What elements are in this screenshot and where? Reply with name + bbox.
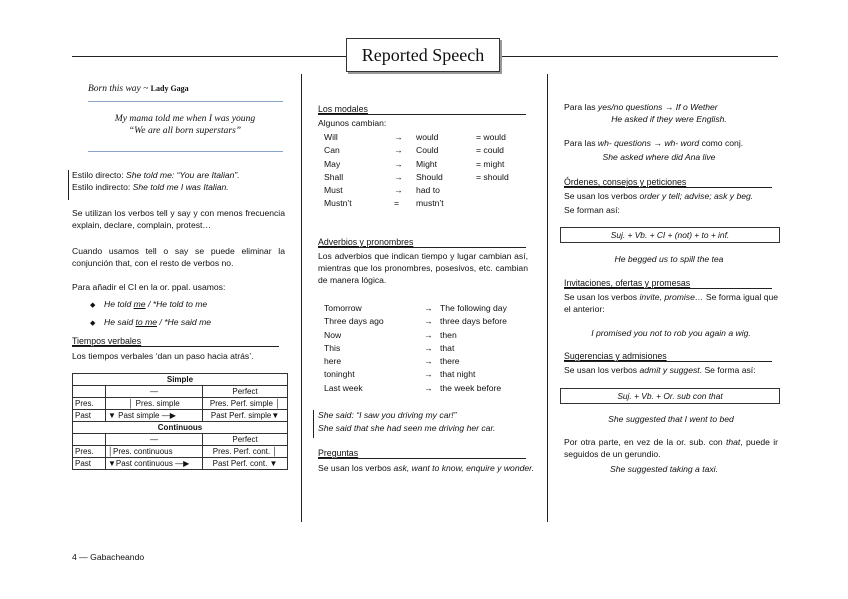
suggestions-example: She suggested that I went to bed — [608, 414, 734, 424]
table-cell: Past Perf. cont. ▼ — [203, 458, 288, 470]
song-lyrics — [72, 113, 298, 137]
table-cell: Tomorrow — [324, 303, 362, 313]
orders-heading: Órdenes, consejos y peticiones — [564, 177, 687, 187]
wh-example: She asked where did Ana live — [602, 152, 716, 162]
page-number: 4 — Gabacheando — [72, 552, 145, 562]
adverbs-heading-rule — [318, 247, 526, 248]
questions-text: Se usan los verbos ask, want to know, enquire y wonder. — [318, 463, 535, 473]
table-cell: Can — [324, 145, 340, 156]
questions-heading: Preguntas — [318, 448, 359, 458]
table-cell: — — [106, 434, 203, 446]
table-row-label: Past — [73, 410, 106, 422]
table-header-continuous: Continuous — [73, 422, 288, 434]
indirect-label: Estilo indirecto: — [72, 182, 133, 193]
song-rule-bottom — [88, 151, 283, 152]
table-row-label: Past — [73, 458, 106, 470]
questions-heading-rule — [318, 458, 526, 459]
table-cell: Shall — [324, 171, 344, 182]
modals-table: Will → would = would Can → Could = could May → Might = might Shall → Should = should Must → had to Mustn’t = mustn’t — [324, 131, 536, 211]
page-title: Reported Speech — [346, 38, 500, 72]
example-indirect: She said that she had seen me driving her car. — [318, 423, 496, 433]
table-cell: Pres. Perf. simple │ — [203, 398, 288, 410]
ci-intro: Para añadir el CI en la or. ppal. usamos: — [72, 282, 226, 292]
lyric-line-1: My mama told me when I was young — [114, 113, 256, 124]
direct-label: Estilo directo: — [72, 170, 126, 180]
invitations-heading: Invitaciones, ofertas y promesas — [564, 278, 691, 288]
suggestions-text: Se usan los verbos admit y suggest. Se forma así: — [564, 365, 756, 375]
gerund-example: She suggested taking a taxi. — [610, 464, 718, 474]
table-cell: ▼Past continuous —▶ — [106, 458, 203, 470]
table-cell: │ Pres. simple — [106, 398, 203, 410]
table-row-label: Pres. — [73, 398, 106, 410]
table-cell: Must — [324, 185, 343, 196]
invitations-heading-rule — [564, 288, 772, 289]
table-cell: Will — [324, 132, 338, 142]
lyric-line-2: “We are all born superstars” — [128, 125, 242, 136]
table-cell: toninght — [324, 369, 355, 380]
column-divider-2 — [547, 74, 548, 522]
adverbs-heading: Adverbios y pronombres — [318, 237, 414, 247]
table-cell: — — [106, 386, 203, 398]
indirect-example: She told me I was Italian. — [132, 182, 229, 193]
speech-examples — [318, 409, 543, 435]
table-cell: │Pres. continuous — [106, 446, 203, 458]
tenses-heading-rule — [72, 346, 279, 347]
table-cell: ▼ Past simple —▶ — [106, 410, 203, 422]
tenses-text: Los tiempos verbales ‘dan un paso hacia atrás’. — [72, 351, 254, 361]
tenses-table — [72, 373, 288, 470]
suggestions-heading-rule — [564, 361, 772, 362]
table-cell: here — [324, 356, 342, 367]
modals-intro: Algunos cambian: — [318, 118, 387, 128]
table-cell: Now — [324, 329, 342, 340]
column-divider-1 — [301, 74, 302, 522]
direct-quote-bar — [68, 170, 69, 200]
header-rule-right — [500, 56, 778, 57]
example-direct: She said: “I saw you driving my car!” — [318, 410, 457, 420]
gerund-paragraph: Por otra parte, en vez de la or. sub. con that, puede ir seguidos de un gerundio. — [564, 437, 778, 460]
direct-example: She told me: “You are Italian”. — [125, 170, 240, 180]
song-rule-top — [88, 101, 283, 102]
song-title-line: Born this way ~ Lady Gaga — [88, 84, 189, 94]
table-cell: Mustn’t — [324, 198, 352, 209]
header-rule-left — [72, 56, 346, 57]
orders-formula-box: Suj. + Vb. + CI + (not) + to + inf. — [560, 227, 780, 243]
modals-heading: Los modales — [318, 104, 368, 114]
wh-rule: Para las wh- questions → wh- word como conj. — [564, 138, 744, 148]
suggestions-formula-box: Suj. + Vb. + Or. sub con that — [560, 388, 780, 404]
list-item: ◆ He said to me / *He said me — [90, 317, 212, 327]
table-row-label: Pres. — [73, 446, 106, 458]
table-cell: Past Perf. simple▼ — [203, 410, 288, 422]
modals-heading-rule — [318, 114, 526, 115]
table-cell: This — [324, 342, 341, 353]
tenses-heading: Tiempos verbales — [72, 336, 142, 346]
yes-no-example: He asked if they were English. — [611, 114, 727, 124]
verbs-paragraph: Se utilizan los verbos tell y say y con menos frecuencia explain, declare, complain, protest… — [72, 208, 285, 231]
invitations-example: I promised you not to rob you again a wig. — [591, 328, 751, 338]
table-cell: Last week — [324, 382, 363, 393]
yes-no-rule: Para las yes/no questions → If o Wether — [564, 102, 718, 112]
table-cell: Three days ago — [324, 316, 384, 327]
adverbs-table: Tomorrow → The following day Three days ago → three days before Now → then This → that here → there toninght → that night Last week → the week before — [324, 302, 530, 395]
list-item: ◆ He told me / *He told to me — [90, 299, 208, 309]
table-cell: Perfect — [203, 434, 288, 446]
table-cell: Pres. Perf. cont. │ — [203, 446, 288, 458]
song-artist: Lady Gaga — [150, 84, 189, 93]
orders-text: Se usan los verbos order y tell; advise; ask y beg. — [564, 191, 754, 201]
orders-form-label: Se forman así: — [564, 205, 620, 215]
direct-indirect-block — [72, 169, 292, 193]
invitations-text: Se usan los verbos invite, promise… Se forma igual que el anterior: — [564, 292, 779, 315]
suggestions-heading: Sugerencias y admisiones — [564, 351, 667, 361]
adverbs-text: Los adverbios que indican tiempo y lugar cambian así, mientras que los pronombres, posesivos, etc. cambian de manera lógica. — [318, 251, 528, 286]
orders-heading-rule — [564, 187, 772, 188]
orders-example: He begged us to spill the tea — [614, 254, 724, 264]
table-cell: May — [324, 158, 341, 169]
tell-say-paragraph: Cuando usamos tell o say se puede eliminar la conjunción that, con el resto de verbos no. — [72, 246, 285, 269]
ci-list — [90, 296, 290, 332]
song-title: Born this way — [88, 84, 141, 94]
table-cell: Perfect — [203, 386, 288, 398]
example-quote-bar — [313, 410, 314, 438]
table-header-simple: Simple — [73, 374, 288, 386]
